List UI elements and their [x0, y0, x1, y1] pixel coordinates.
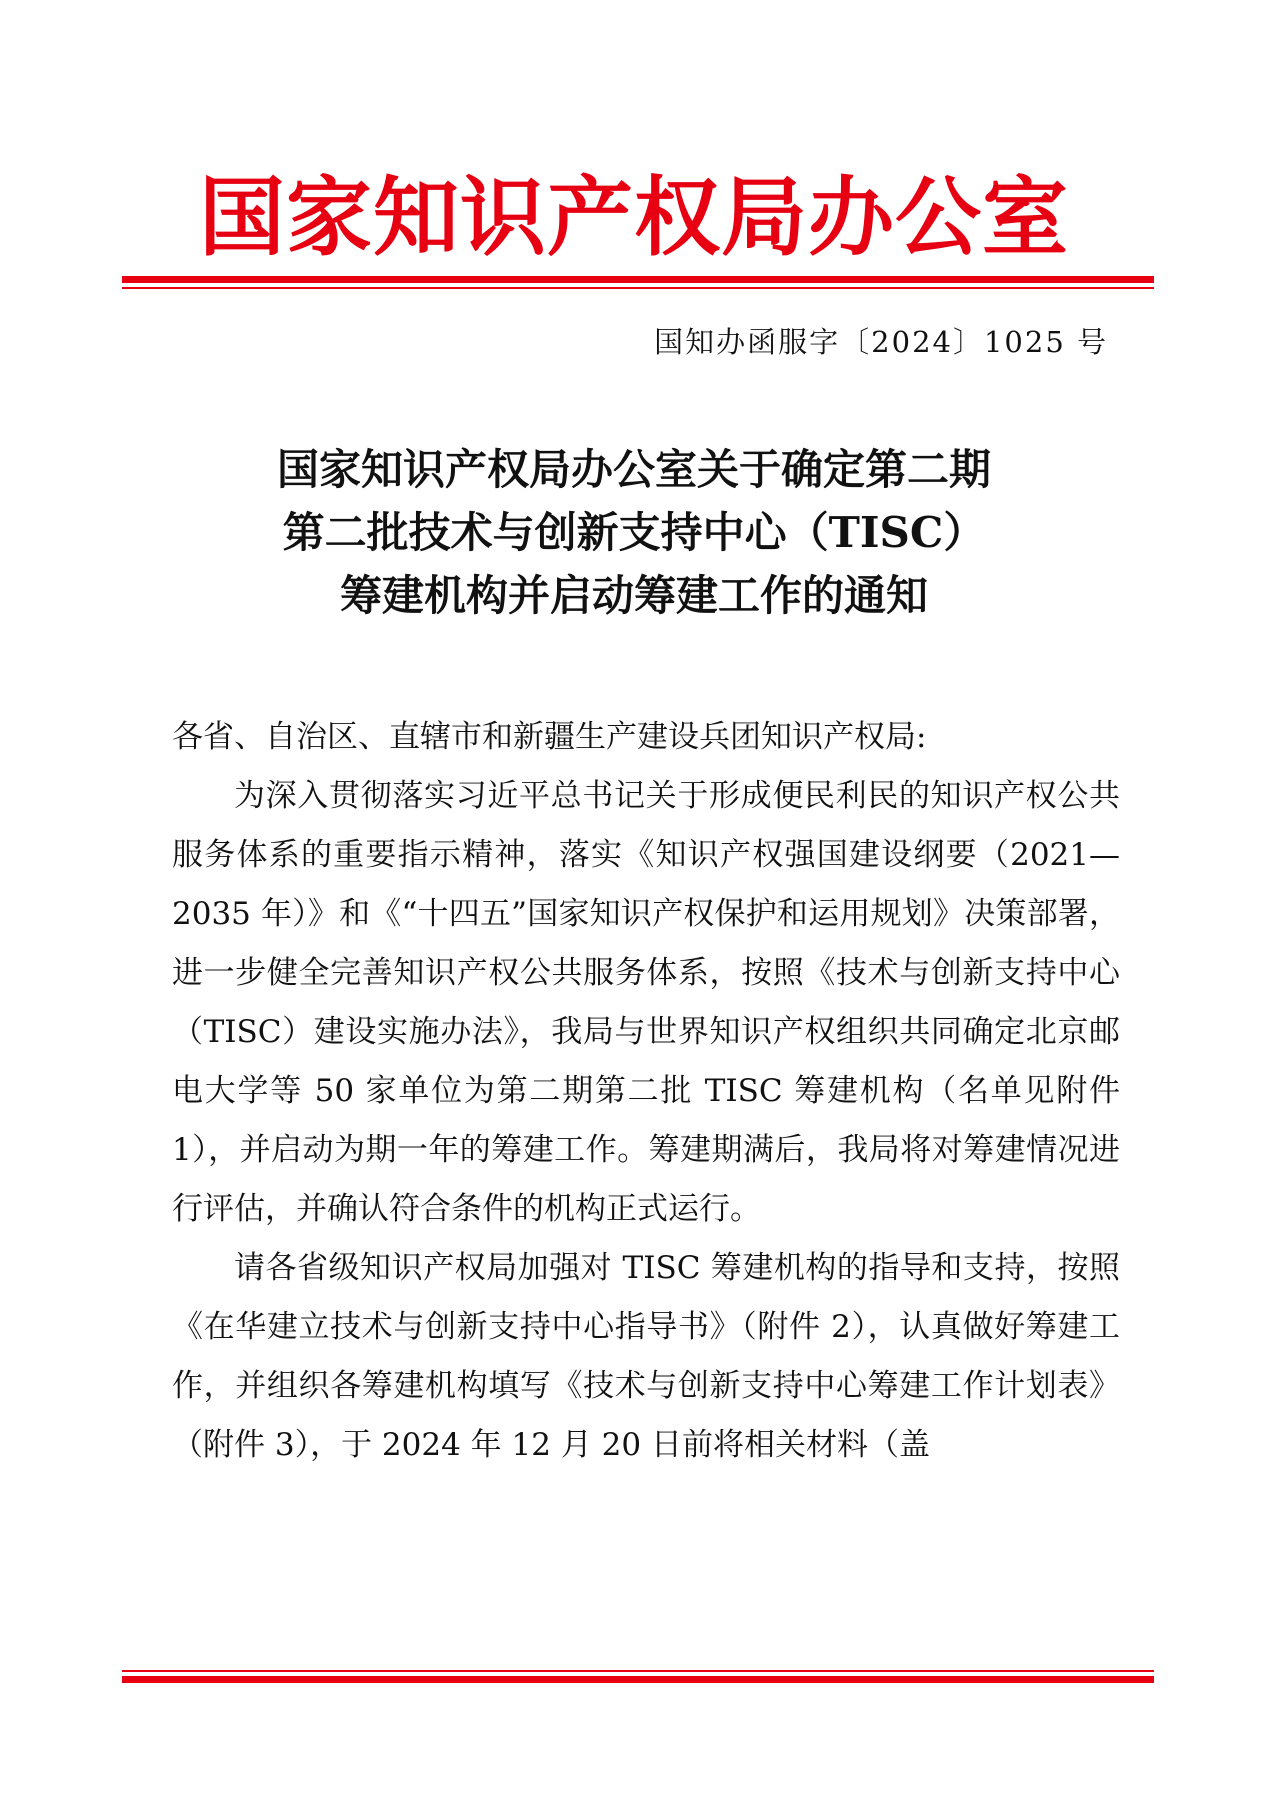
body-paragraph-1: 为深入贯彻落实习近平总书记关于形成便民利民的知识产权公共服务体系的重要指示精神，落实《知识产权强国建设纲要（2021—2035 年）》和《“十四五”国家知识产权保护和运用规划》决策部署，进一步健全完善知识产权公共服务体系，按照《技术与创新支持中心（TISC）建设实施办法》，我局与世界知识产权组织共同确定北京邮电大学等 50 家单位为第二期第二批 TISC 筹建机构（名单见附件 1），并启动为期一年的筹建工作。筹建期满后，我局将对筹建情况进行评估，并确认符合条件的机构正式运行。 — [172, 778, 1120, 1227]
footer-divider-thick — [122, 1676, 1154, 1683]
header-divider-thin — [122, 287, 1154, 289]
title-line-3: 筹建机构并启动筹建工作的通知 — [339, 571, 928, 620]
title-line-1: 国家知识产权局办公室关于确定第二期 — [276, 445, 991, 494]
salutation: 各省、自治区、直辖市和新疆生产建设兵团知识产权局: — [172, 719, 927, 755]
title-line-2: 第二批技术与创新支持中心（TISC） — [282, 508, 986, 557]
agency-masthead: 国家知识产权局办公室 — [199, 167, 1069, 268]
document-number: 国知办函服字〔2024〕1025 号 — [654, 325, 1108, 359]
footer-divider-thin — [122, 1670, 1154, 1672]
document-title — [0, 438, 1268, 627]
body-paragraph-2: 请各省级知识产权局加强对 TISC 筹建机构的指导和支持，按照《在华建立技术与创新支持中心指导书》（附件 2），认真做好筹建工作，并组织各筹建机构填写《技术与创新支持中心筹建工作计划表》（附件 3），于 2024 年 12 月 20 日前将相关材料（盖 — [172, 1250, 1120, 1463]
document-body — [172, 708, 1120, 1475]
header-divider-thick — [122, 276, 1154, 283]
